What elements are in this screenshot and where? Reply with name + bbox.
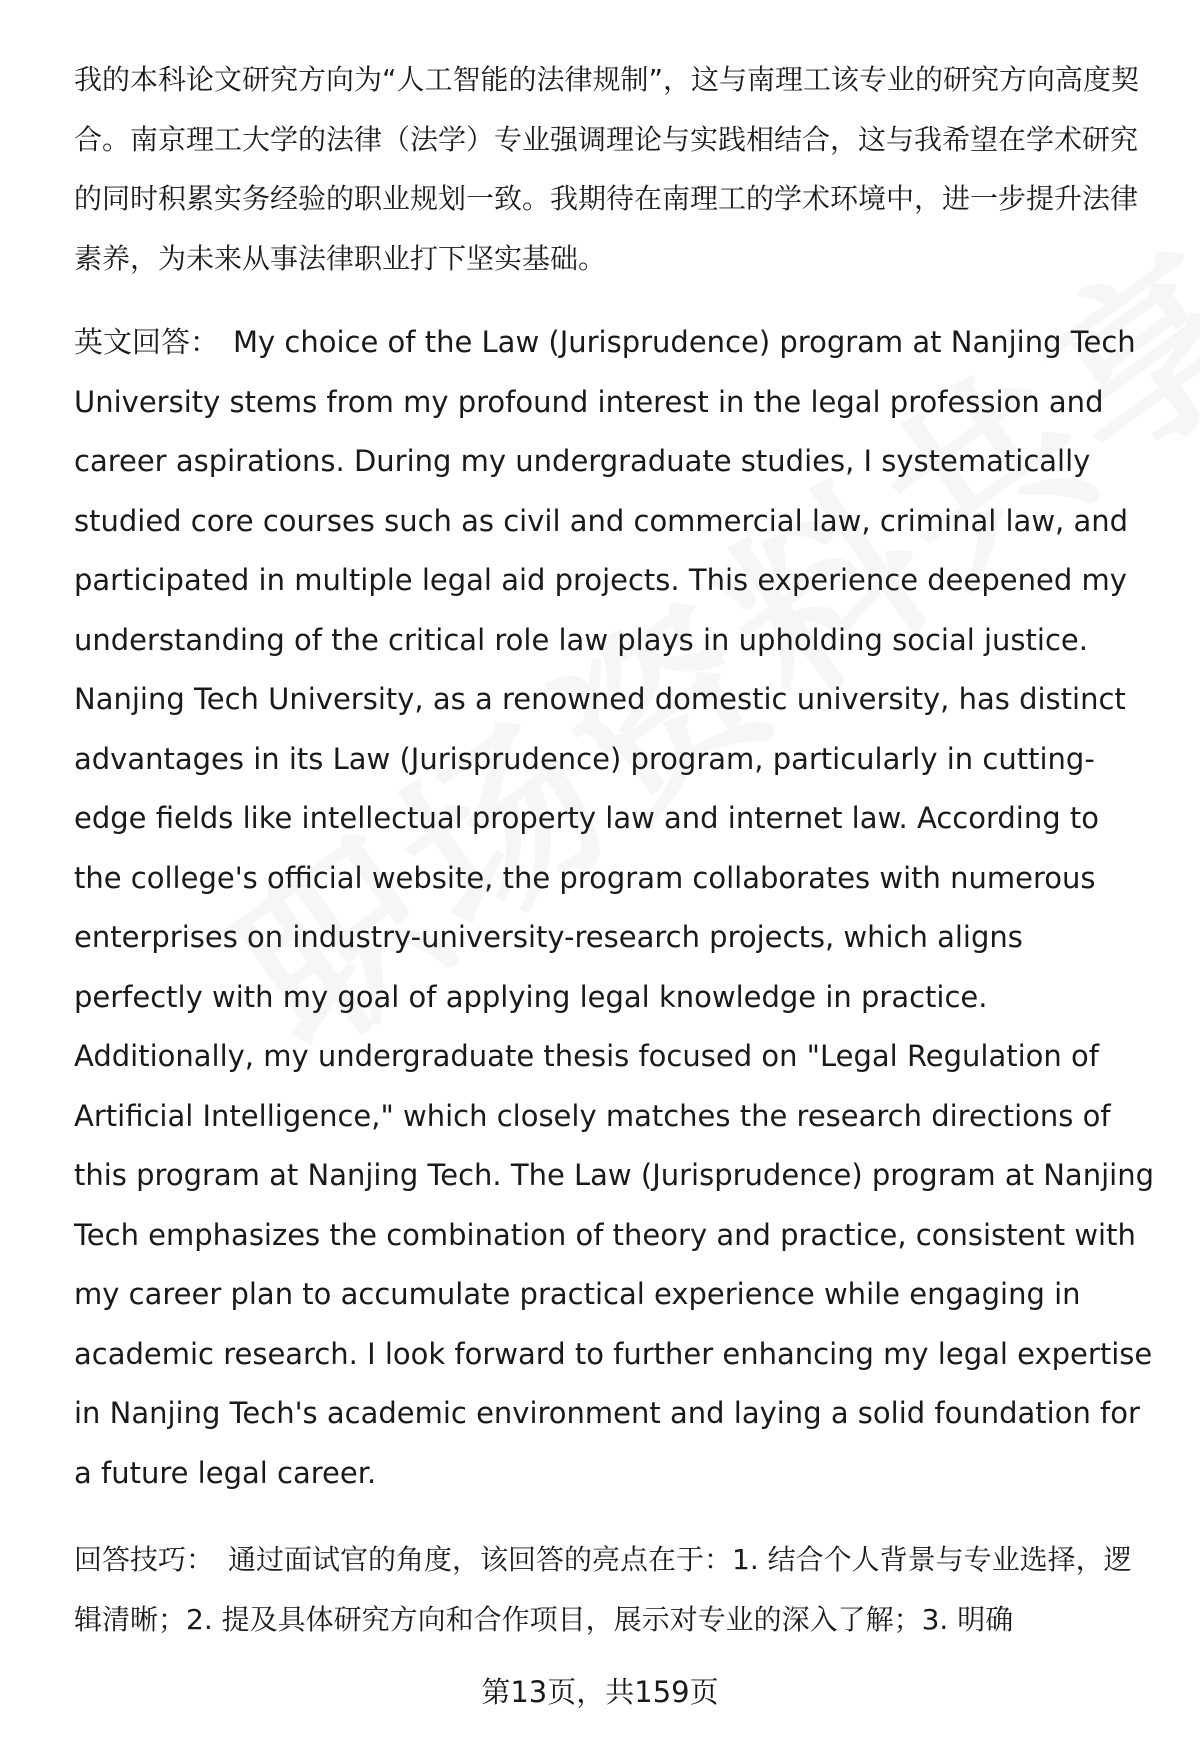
english-answer-label: 英文回答：: [74, 325, 220, 359]
answer-tips-label: 回答技巧：: [74, 1543, 215, 1576]
page-number-footer: 第13页，共159页: [481, 1675, 719, 1709]
chinese-answer-continuation: 我的本科论文研究方向为“人工智能的法律规制”，这与南理工该专业的研究方向高度契合。南京理工大学的法律（法学）专业强调理论与实践相结合，这与我希望在学术研究的同时积累实务经验的职业规划一致。我期待在南理工的学术环境中，进一步提升法律素养，为未来从事法律职业打下坚实基础。: [74, 63, 1140, 275]
english-answer-paragraph: [74, 313, 1154, 1503]
page-content: [74, 50, 1154, 1649]
answer-tips-text: 通过面试官的角度，该回答的亮点在于：1. 结合个人背景与专业选择，逻辑清晰；2. 提及具体研究方向和合作项目，展示对专业的深入了解；3. 明确: [74, 1543, 1132, 1636]
english-answer-text: My choice of the Law (Jurisprudence) program at Nanjing Tech University stems from my profound interest in the legal profession and career aspirations. During my undergraduate studies, I systematically studied core courses such as civil and commercial law, criminal law, and participated in multiple legal aid projects. This experience deepened my understanding of the critical role law plays in upholding social justice. Nanjing Tech University, as a renowned domestic university, has distinct advantages in its Law (Jurisprudence) program, particularly in cutting-edge fields like intellectual property law and internet law. According to the college's official website, the program collaborates with numerous enterprises on industry-university-research projects, which aligns perfectly with my goal of applying legal knowledge in practice. Additionally, my undergraduate thesis focused on "Legal Regulation of Artificial Intelligence," which closely matches the research directions of this program at Nanjing Tech. The Law (Jurisprudence) program at Nanjing Tech emphasizes the combination of theory and practice, consistent with my career plan to accumulate practical experience while engaging in academic research. I look forward to further enhancing my legal expertise in Nanjing Tech's academic environment and laying a solid foundation for a future legal career.: [74, 325, 1154, 1490]
answer-tips-paragraph: [74, 1530, 1154, 1649]
